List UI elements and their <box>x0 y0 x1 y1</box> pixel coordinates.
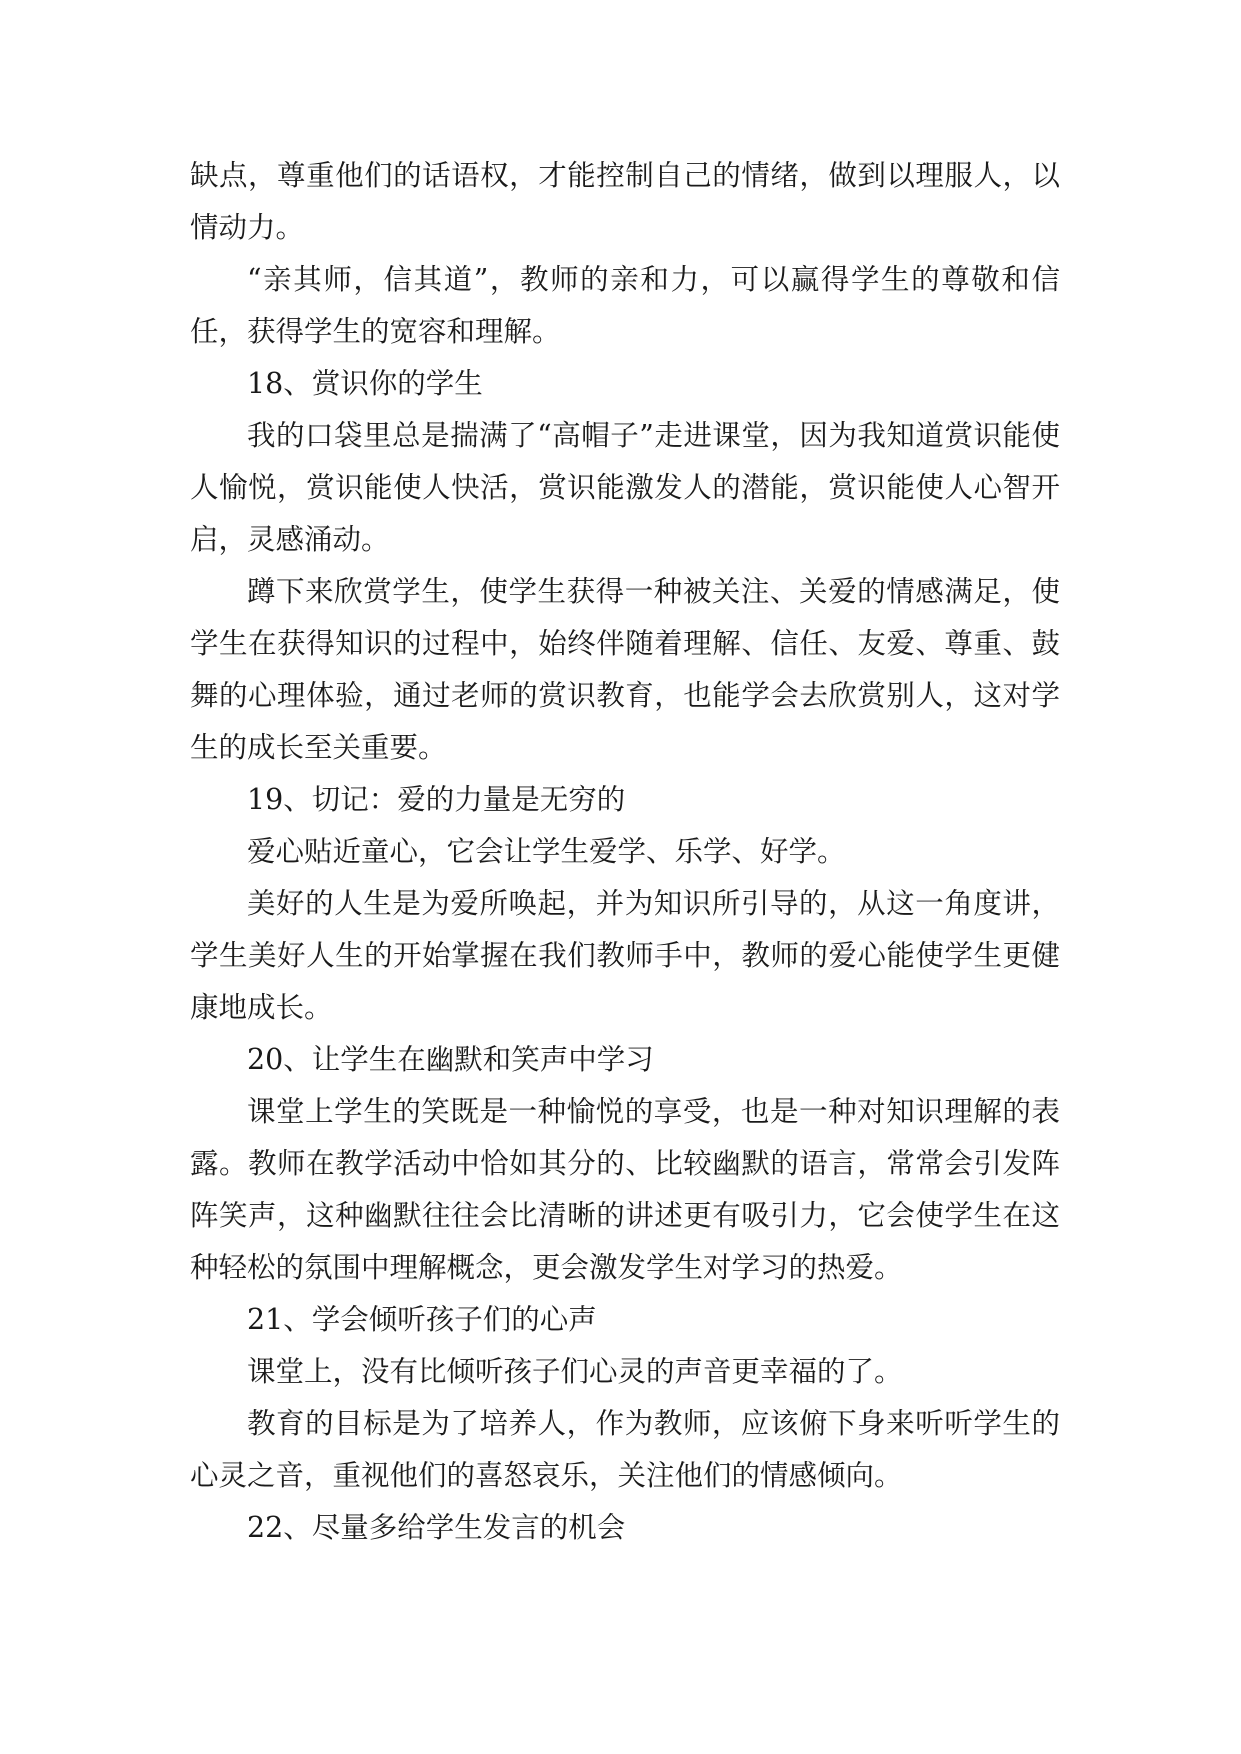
paragraph-beautiful-life: 美好的人生是为爱所唤起，并为知识所引导的，从这一角度讲，学生美好人生的开始掌握在我们教师手中，教师的爱心能使学生更健康地成长。 <box>190 887 1060 1024</box>
heading-20: 20、让学生在幽默和笑声中学习 <box>247 1043 654 1076</box>
document-page <box>190 150 1060 1554</box>
heading-19: 19、切记：爱的力量是无穷的 <box>247 783 626 816</box>
paragraph-appreciate-students: 蹲下来欣赏学生，使学生获得一种被关注、关爱的情感满足，使学生在获得知识的过程中，始终伴随着理解、信任、友爱、尊重、鼓舞的心理体验，通过老师的赏识教育，也能学会去欣赏别人，这对学生的成长至关重要。 <box>190 575 1060 764</box>
paragraph-love-heart: 爱心贴近童心，它会让学生爱学、乐学、好学。 <box>247 835 846 868</box>
heading-18: 18、赏识你的学生 <box>247 367 483 400</box>
paragraph-listening: 课堂上，没有比倾听孩子们心灵的声音更幸福的了。 <box>247 1355 903 1388</box>
paragraph-humor: 课堂上学生的笑既是一种愉悦的享受，也是一种对知识理解的表露。教师在教学活动中恰如其分的、比较幽默的语言，常常会引发阵阵笑声，这种幽默往往会比清晰的讲述更有吸引力，它会使学生在这种轻松的氛围中理解概念，更会激发学生对学习的热爱。 <box>190 1095 1060 1284</box>
paragraph-continuation: 缺点，尊重他们的话语权，才能控制自己的情绪，做到以理服人，以情动力。 <box>190 159 1060 244</box>
heading-22: 22、尽量多给学生发言的机会 <box>247 1511 626 1544</box>
paragraph-affinity: “亲其师，信其道”，教师的亲和力，可以赢得学生的尊敬和信任，获得学生的宽容和理解。 <box>190 263 1060 348</box>
paragraph-appreciation: 我的口袋里总是揣满了“高帽子”走进课堂，因为我知道赏识能使人愉悦，赏识能使人快活，赏识能激发人的潜能，赏识能使人心智开启，灵感涌动。 <box>190 419 1060 556</box>
heading-21: 21、学会倾听孩子们的心声 <box>247 1303 597 1336</box>
paragraph-education-goal: 教育的目标是为了培养人，作为教师，应该俯下身来听听学生的心灵之音，重视他们的喜怒哀乐，关注他们的情感倾向。 <box>190 1407 1060 1492</box>
